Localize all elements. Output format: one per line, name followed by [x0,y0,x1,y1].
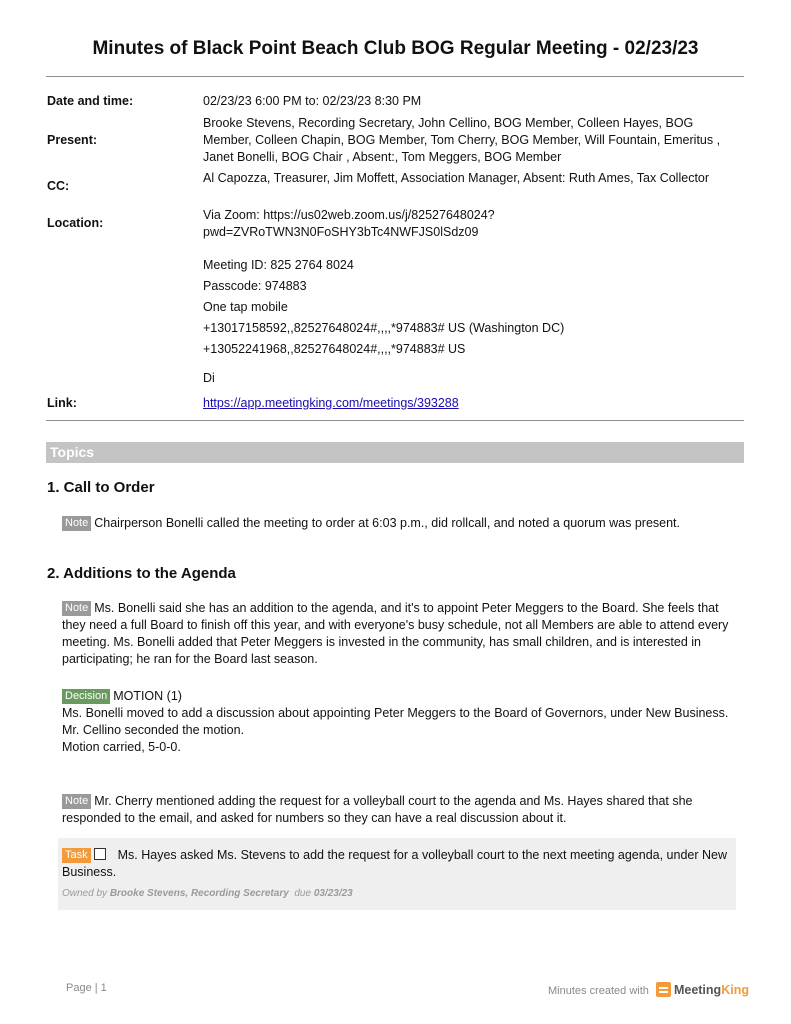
topic-2-heading: 2. Additions to the Agenda [47,565,236,582]
meetingking-logo-icon [656,982,671,997]
task-owner-line [62,885,730,902]
date-label: Date and time: [47,94,134,108]
topic-2-note-1 [62,600,742,668]
topics-header: Topics [46,442,744,463]
topic-1-note [62,515,742,532]
location-one-tap: One tap mobile [203,300,288,314]
page-number: Page | 1 [66,982,107,994]
cc-value: Al Capozza, Treasurer, Jim Moffett, Association Manager, Absent: Ruth Ames, Tax Collector [203,171,710,185]
topic-1-heading: 1. Call to Order [47,479,155,496]
note-badge: Note [62,516,91,531]
location-label: Location: [47,216,104,230]
logo-meeting: Meeting [673,983,722,997]
topic-2-note-2-text: Mr. Cherry mentioned adding the request for a volleyball court to the agenda and Ms. Hayes shared that she responded to the email, and asked for numbers so they can have a real discussion about it. [62,794,693,825]
decision-line: Ms. Bonelli moved to add a discussion about appointing Peter Meggers to the Board of Governors, under New Business. [62,706,729,720]
task-due-date: 03/23/23 [313,888,353,899]
task-checkbox[interactable] [94,848,106,860]
info-divider [46,420,744,421]
decision-line: Mr. Cellino seconded the motion. [62,723,245,737]
meeting-link[interactable]: https://app.meetingking.com/meetings/393288 [203,396,459,410]
task-badge: Task [62,848,91,863]
present-label: Present: [47,133,98,147]
decision-line: Motion carried, 5-0-0. [62,740,181,754]
topic-2-note-2 [62,793,742,827]
footer-credit [548,982,749,997]
decision-badge: Decision [62,689,110,704]
location-di: Di [203,371,215,385]
topic-1-note-text: Chairperson Bonelli called the meeting to order at 6:03 p.m., did rollcall, and noted a quorum was present. [94,516,680,530]
link-label: Link: [47,396,77,410]
note-badge: Note [62,794,91,809]
location-zoom-line2: pwd=ZVRoTWN3N0FoSHY3bTc4NWFJS0lSdz09 [203,225,479,239]
location-zoom-line1: Via Zoom: https://us02web.zoom.us/j/82527648024? [203,208,495,222]
task-item [58,838,736,910]
location-meeting-id: Meeting ID: 825 2764 8024 [203,258,354,272]
task-text: Ms. Hayes asked Ms. Stevens to add the request for a volleyball court to the next meeting agenda, under New Business. [62,848,727,879]
date-value: 02/23/23 6:00 PM to: 02/23/23 8:30 PM [203,94,422,108]
header-divider [46,76,744,77]
created-with-text: Minutes created with [548,985,649,997]
owned-by-label: Owned by [62,888,108,899]
due-label: due [294,888,312,899]
logo-king: King [721,983,749,997]
cc-label: CC: [47,179,70,193]
location-value [203,207,743,387]
task-owner: Brooke Stevens, Recording Secretary [109,888,289,899]
topic-2-note-1-text: Ms. Bonelli said she has an addition to the agenda, and it's to appoint Peter Meggers to the Board. She feels that they need a full Board to finish off this year, and with everyone's busy schedule, not all Members are able to attend every meeting. Ms. Bonelli added that Peter Meggers is invested in the community, has small children, and is interested in participating; he ran for the Board last season. [62,601,729,666]
location-phone-1: +13017158592,,82527648024#,,,,*974883# US (Washington DC) [203,321,565,335]
present-value: Brooke Stevens, Recording Secretary, John Cellino, BOG Member, Colleen Hayes, BOG Member, Colleen Chapin, BOG Member, Tom Cherry, BOG Member, Will Fountain, Emeritus , Janet Bonelli, BOG Chair , Absent:, Tom Meggers, BOG Member [203,116,721,164]
page-title: Minutes of Black Point Beach Club BOG Regular Meeting - 02/23/23 [92,38,699,59]
topic-2-decision [62,688,742,756]
meetingking-logo [674,983,749,997]
note-badge: Note [62,601,91,616]
location-phone-2: +13052241968,,82527648024#,,,,*974883# US [203,342,466,356]
location-passcode: Passcode: 974883 [203,279,307,293]
decision-title: MOTION (1) [113,689,182,703]
